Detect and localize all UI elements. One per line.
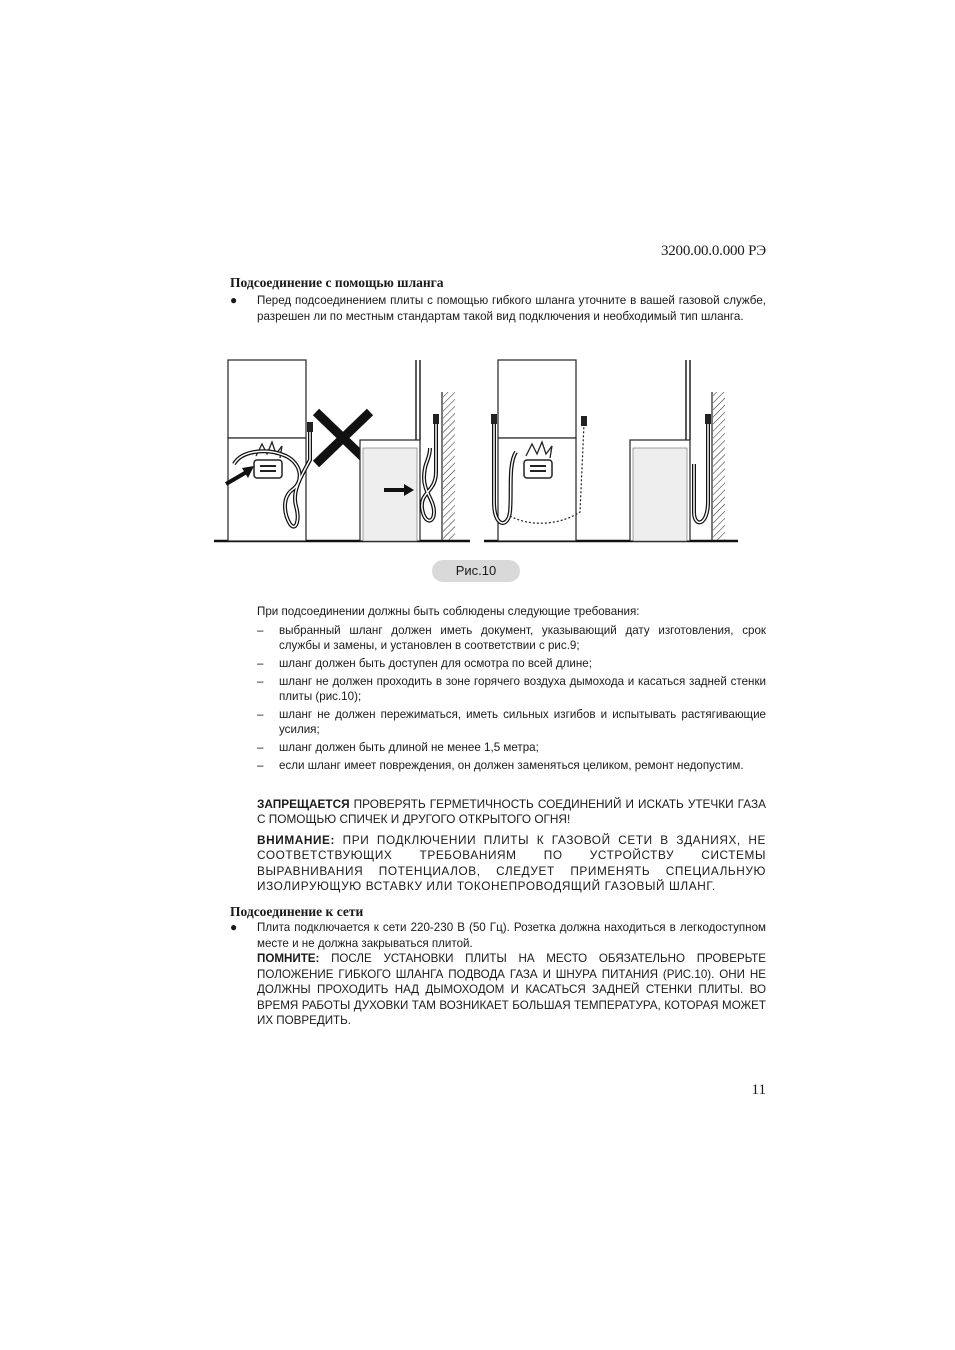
warning-attention-text: ПРИ ПОДКЛЮЧЕНИИ ПЛИТЫ К ГАЗОВОЙ СЕТИ В ЗДАНИЯХ, НЕ СООТВЕТСТВУЮЩИХ ТРЕБОВАНИЯМ ПО УСТРОЙСТВУ СИСТЕМЫ ВЫРАВНИВАНИЯ ПОТЕНЦИАЛОВ, СЛЕДУЕТ ПРИМЕНЯТЬ СПЕЦИАЛЬНУЮ ИЗОЛИРУЮЩУЮ ВСТАВКУ ИЛИ ТОКОНЕПРОВОДЯЩИЙ ГАЗОВЫЙ ШЛАНГ. [257,833,766,893]
requirements-list [257,623,766,775]
power-bullet [230,920,766,1029]
remember-label: ПОМНИТЕ: [257,952,320,965]
figure-caption: Рис.10 [432,560,520,582]
section-title-hose: Подсоединение с помощью шланга [230,275,444,290]
bullet-icon: ● [230,293,238,307]
bullet-icon: ● [230,920,238,934]
warning-forbidden-text: ПРОВЕРЯТЬ ГЕРМЕТИЧНОСТЬ СОЕДИНЕНИЙ И ИСКАТЬ УТЕЧКИ ГАЗА С ПОМОЩЬЮ СПИЧЕК И ДРУГОГО ОТКРЫТОГО ОГНЯ! [257,797,766,827]
list-item: – шланг не должен проходить в зоне горячего воздуха дымохода и касаться задней стенки плиты (рис.10); [257,674,766,703]
list-item: – шланг должен быть доступен для осмотра по всей длине; [257,657,592,670]
list-item: – если шланг имеет повреждения, он должен заменяться целиком, ремонт недопустим. [257,758,744,772]
document-code: 3200.00.0.000 РЭ [660,243,766,259]
remember-note [257,951,766,1029]
warning-attention [257,833,766,894]
warning-forbidden-label: ЗАПРЕЩАЕТСЯ [257,797,350,811]
remember-text: ПОСЛЕ УСТАНОВКИ ПЛИТЫ НА МЕСТО ОБЯЗАТЕЛЬНО ПРОВЕРЬТЕ ПОЛОЖЕНИЕ ГИБКОГО ШЛАНГА ПОДВОДА ГАЗА И ШНУРА ПИТАНИЯ (РИС.10). ОНИ НЕ ДОЛЖНЫ ПРОХОДИТЬ НАД ДЫМОХОДОМ И КАСАТЬСЯ ЗАДНЕЙ СТЕНКИ ПЛИТЫ. ВО ВРЕМЯ РАБОТЫ ДУХОВКИ ТАМ ВОЗНИКАЕТ БОЛЬШАЯ ТЕМПЕРАТУРА, КОТОРАЯ МОЖЕТ ИХ ПОВРЕДИТЬ. [257,952,766,1027]
list-item: – выбранный шланг должен иметь документ, указывающий дату изготовления, срок службы и замены, и установлен в соответствии с рис.9; [257,624,766,653]
warning-forbidden [257,797,766,828]
list-item: – шланг должен быть длиной не менее 1,5 метра; [257,740,539,754]
warning-attention-label: ВНИМАНИЕ: [257,833,336,847]
hose-bullet-text: Перед подсоединением плиты с помощью гибкого шланга уточните в вашей газовой службе, разрешен ли по местным стандартам такой вид подключения и необходимый тип шланга. [257,294,766,323]
list-item: – шланг не должен пережиматься, иметь сильных изгибов и испытывать растягивающие усилия; [257,707,766,736]
section-title-power: Подсоединение к сети [230,904,364,919]
page-number: 11 [751,1082,766,1098]
wrong-installation-panel [214,360,470,541]
hose-bullet [230,293,766,324]
power-bullet-text: Плита подключается к сети 220-230 В (50 Гц). Розетка должна находиться в легкодоступном месте и не должна закрываться плитой. [257,921,766,950]
correct-installation-panel [484,360,738,541]
requirements-intro: При подсоединении должны быть соблюдены следующие требования: [257,605,640,618]
figure-hose-installation [212,352,742,548]
